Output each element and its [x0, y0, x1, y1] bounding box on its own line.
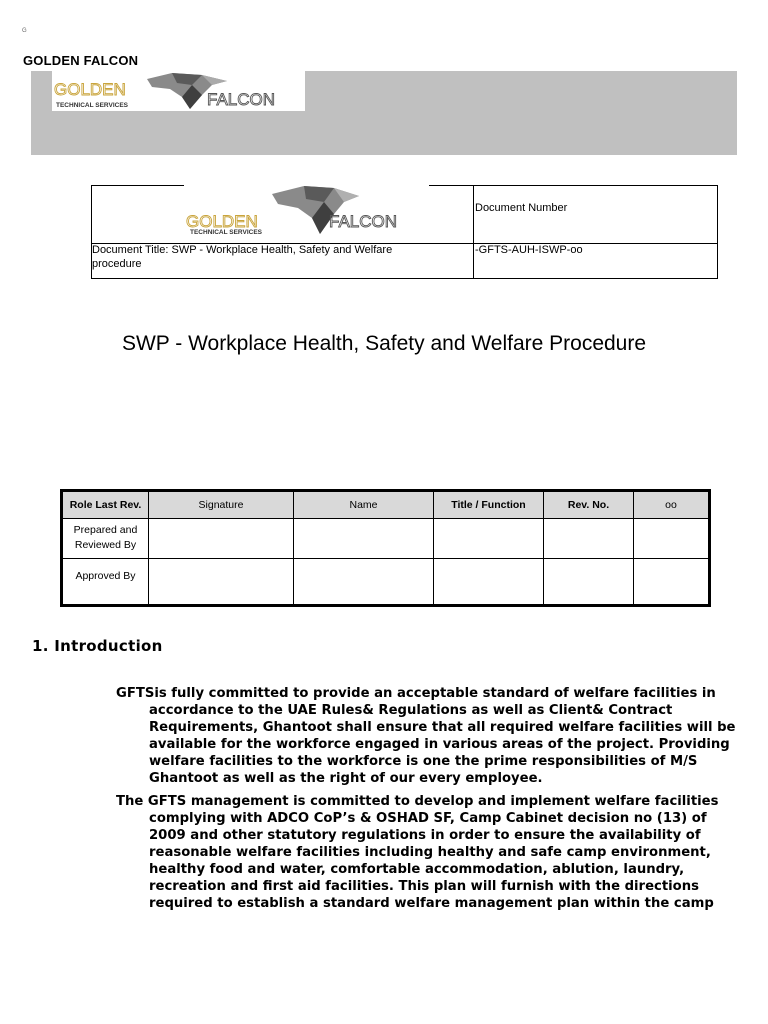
revision-table	[60, 489, 711, 607]
rev-cell	[544, 519, 634, 559]
intro-paragraph-2: The GFTS management is committed to develop and implement welfare facilities complying with ADCO CoP’s & OSHAD SF, Camp Cabinet decision no (13) of 2009 and other statutory regulations in order to ensure the availability of reasonable welfare facilities including healthy and safe camp environment, healthy food and water, comfortable accommodation, ablution, laundry, recreation and first aid facilities. This plan will furnish with the directions required to establish a standard welfare management plan within the camp	[116, 794, 719, 911]
doc-title: Document Title: SWP - Workplace Health, Safety and Welfare procedure	[92, 244, 393, 270]
logo-word-left: GOLDEN	[54, 80, 126, 99]
role-cell: Approved By	[63, 559, 149, 605]
col-header: Title / Function	[434, 492, 544, 519]
logo-word-right: FALCON	[207, 90, 276, 109]
table-row	[63, 519, 709, 559]
col-header: oo	[634, 492, 709, 519]
falcon-logo-icon	[52, 71, 305, 111]
rev-value-cell	[634, 519, 709, 559]
corner-mark: G	[22, 28, 27, 34]
company-name: GOLDEN FALCON	[23, 53, 139, 68]
doc-number-value: -GFTS-AUH-ISWP-oo	[475, 244, 583, 256]
title-cell	[434, 559, 544, 605]
section-heading: 1. Introduction	[32, 637, 163, 655]
intro-paragraph-1: GFTSis fully committed to provide an acceptable standard of welfare facilities in accordance to the UAE Rules& Regulations as well as Client& Contract Requirements, Ghantoot shall ensure that all required welfare facilities will be available for the workforce engaged in various areas of the project. Providing welfare facilities to the workforce is one the prime responsibilities of M/S Ghantoot as well as the right of our every employee.	[116, 686, 736, 786]
col-header: Signature	[149, 492, 294, 519]
title-cell	[434, 519, 544, 559]
col-header: Name	[294, 492, 434, 519]
table-row	[63, 559, 709, 605]
col-header: Role Last Rev.	[63, 492, 149, 519]
role-cell: Prepared and Reviewed By	[63, 519, 149, 559]
rev-value-cell	[634, 559, 709, 605]
header-banner	[31, 71, 737, 155]
name-cell	[294, 559, 434, 605]
col-header: Rev. No.	[544, 492, 634, 519]
revision-header-row	[63, 492, 709, 519]
table-logo-tagline: TECHNICAL SERVICES	[190, 229, 262, 236]
rev-cell	[544, 559, 634, 605]
falcon-logo-icon	[184, 184, 429, 236]
header-divider	[473, 186, 474, 278]
table-logo-word-right: FALCON	[329, 212, 398, 231]
signature-cell	[149, 519, 294, 559]
document-header-table	[91, 185, 718, 279]
name-cell	[294, 519, 434, 559]
table-logo	[184, 184, 429, 236]
table-logo-word-left: GOLDEN	[186, 212, 258, 231]
logo-tagline: TECHNICAL SERVICES	[56, 102, 128, 109]
company-logo	[52, 71, 305, 111]
page-title: SWP - Workplace Health, Safety and Welfare Procedure	[121, 332, 647, 355]
signature-cell	[149, 559, 294, 605]
doc-number-label: Document Number	[475, 202, 568, 214]
